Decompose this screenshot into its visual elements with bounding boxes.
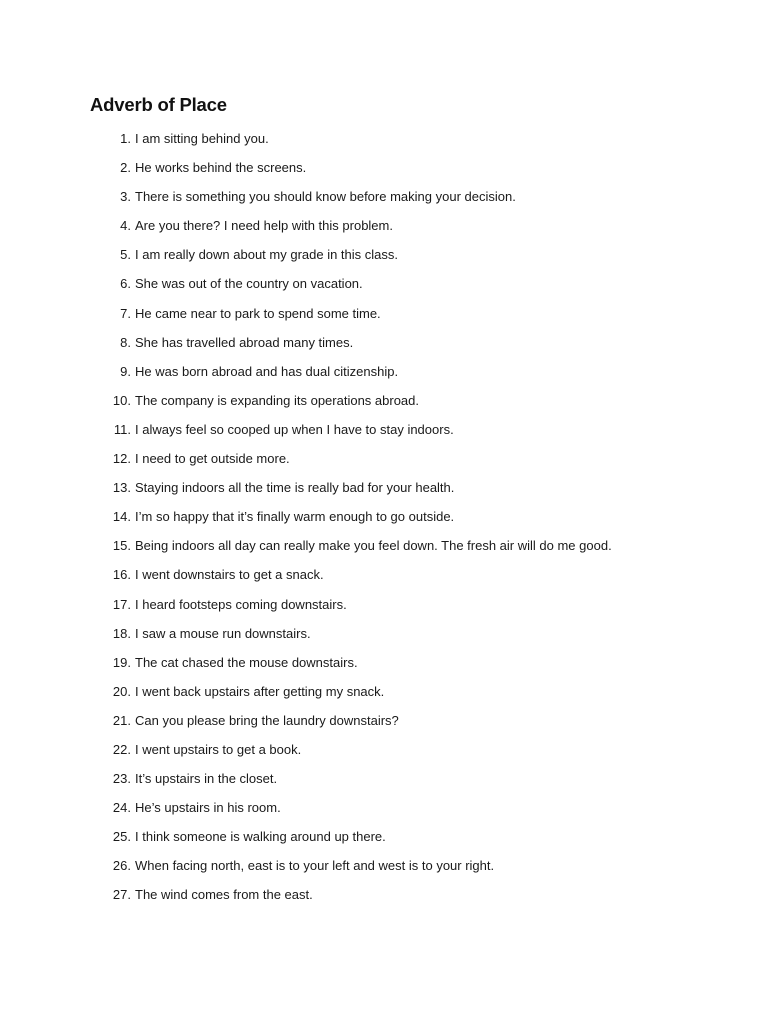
- list-item-text: The company is expanding its operations abroad.: [135, 392, 420, 408]
- list-item-number: 17.: [112, 596, 131, 612]
- list-item-number: 24.: [112, 800, 131, 816]
- list-item-text: I need to get outside more.: [135, 451, 290, 467]
- list-item-text: She was out of the country on vacation.: [135, 276, 363, 292]
- list-item-number: 9.: [120, 363, 131, 379]
- list-item-number: 7.: [120, 305, 131, 321]
- list-item-text: Staying indoors all the time is really bad for your health.: [135, 480, 455, 496]
- list-item-number: 20.: [112, 683, 131, 699]
- list-item-number: 14.: [112, 509, 131, 525]
- list-item-number: 25.: [112, 829, 131, 845]
- list-item-number: 3.: [120, 189, 131, 205]
- list-item-text: I went upstairs to get a book.: [135, 741, 302, 757]
- list-item-number: 27.: [112, 887, 131, 903]
- list-item-number: 12.: [112, 451, 131, 467]
- list-item-number: 1.: [120, 131, 131, 146]
- list-item-text: I saw a mouse run downstairs.: [135, 625, 311, 641]
- list-item-text: When facing north, east is to your left and west is to your right.: [135, 858, 495, 874]
- list-item-text: I think someone is walking around up there.: [135, 829, 386, 845]
- list-item-number: 15.: [112, 538, 131, 554]
- list-item-number: 10.: [112, 392, 131, 408]
- list-item-number: 13.: [112, 480, 131, 496]
- list-item-text: There is something you should know before making your decision.: [135, 189, 516, 205]
- list-item-number: 6.: [120, 276, 131, 292]
- list-item-number: 11.: [113, 421, 131, 437]
- list-item-number: 4.: [120, 218, 131, 234]
- list-item-text: He came near to park to spend some time.: [135, 305, 381, 321]
- page-title: Adverb of Place: [90, 94, 227, 115]
- list-item-text: I am sitting behind you.: [135, 131, 269, 146]
- list-item-text: The cat chased the mouse downstairs.: [135, 654, 358, 670]
- list-item-text: Are you there? I need help with this problem.: [135, 218, 393, 234]
- list-item-text: He was born abroad and has dual citizenship.: [135, 363, 399, 379]
- list-item-number: 2.: [120, 160, 131, 176]
- list-item-number: 19.: [112, 654, 131, 670]
- list-item-text: I went back upstairs after getting my snack.: [135, 683, 385, 699]
- list-item-number: 18.: [112, 625, 131, 641]
- list-item-text: Can you please bring the laundry downstairs?: [135, 712, 399, 728]
- list-item-text: It’s upstairs in the closet.: [135, 771, 278, 787]
- list-item-number: 5.: [120, 247, 131, 263]
- list-item-text: The wind comes from the east.: [135, 887, 313, 903]
- list-item-number: 16.: [112, 567, 131, 583]
- list-item-text: She has travelled abroad many times.: [135, 334, 354, 350]
- list-item-text: I’m so happy that it’s finally warm enough to go outside.: [135, 509, 455, 525]
- list-item-text: Being indoors all day can really make you feel down. The fresh air will do me good.: [135, 538, 612, 554]
- list-item-text: He works behind the screens.: [135, 160, 307, 176]
- list-item-text: I am really down about my grade in this class.: [135, 247, 399, 263]
- list-item-text: I heard footsteps coming downstairs.: [135, 596, 347, 612]
- list-item-number: 22.: [112, 741, 131, 757]
- list-item-text: I went downstairs to get a snack.: [135, 567, 324, 583]
- list-item-number: 26.: [112, 858, 131, 874]
- list-item-number: 8.: [120, 334, 131, 350]
- list-item-text: He’s upstairs in his room.: [135, 800, 281, 816]
- list-item-text: I always feel so cooped up when I have to stay indoors.: [135, 421, 454, 437]
- list-item-number: 21.: [112, 712, 131, 728]
- list-item-number: 23.: [112, 771, 131, 787]
